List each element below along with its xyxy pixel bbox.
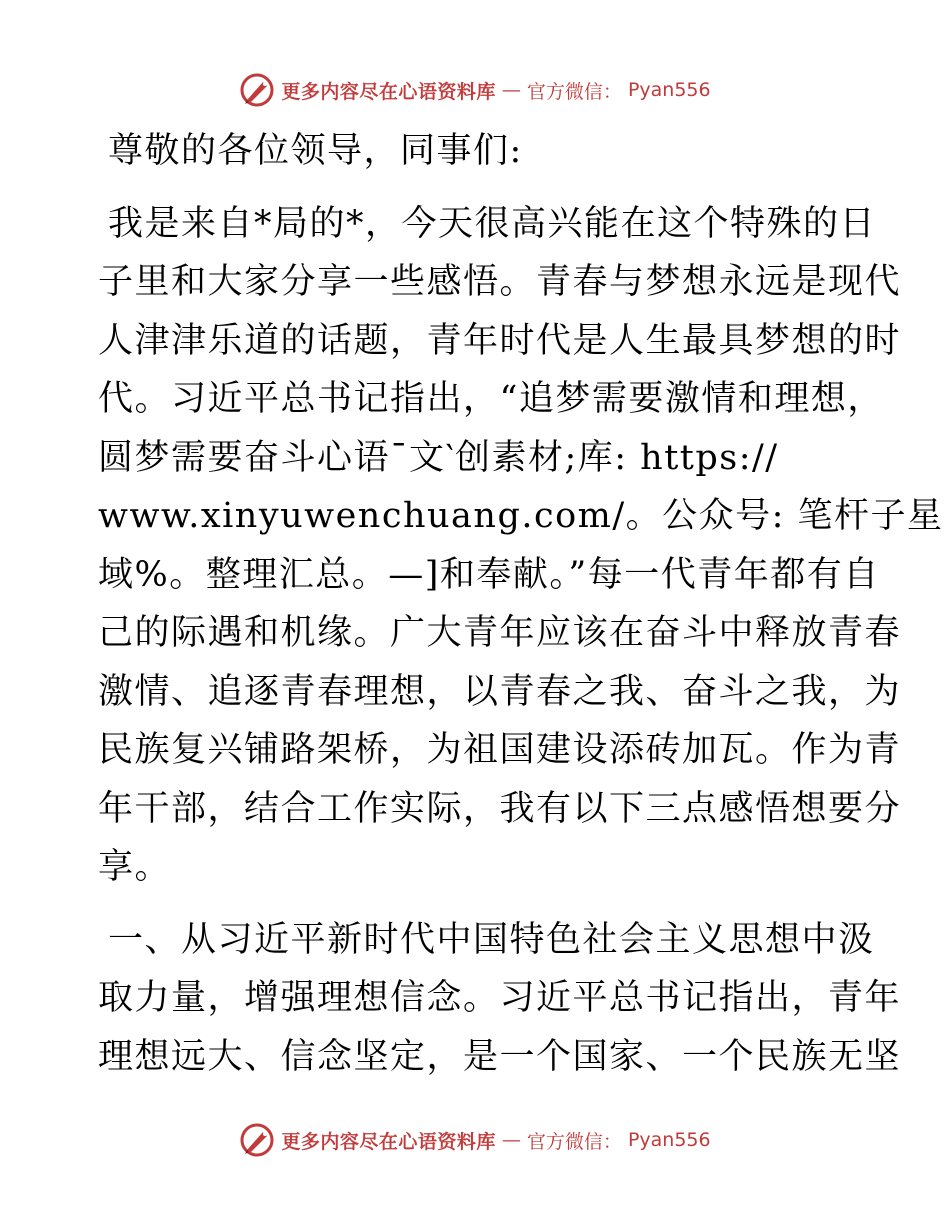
banner-wechat-id: Pyan556: [627, 79, 711, 101]
paragraph-line: 圆梦需要奋斗心语¯文‵创素材;库: https://: [98, 437, 779, 478]
greeting: 尊敬的各位领导，同事们:: [108, 131, 523, 171]
header-watermark-banner: [0, 70, 950, 110]
paragraph-line: 子里和大家分享一些感悟。青春与梦想永远是现代: [98, 262, 902, 302]
paragraph-line: 激情、追逐青春理想，以青春之我、奋斗之我，为: [98, 671, 902, 712]
paragraph-line: www.xinyuwenchuang.com/。公众号: 笔杆子星: [98, 496, 944, 536]
paragraph-line: 我是来自*局的*，今天很高兴能在这个特殊的日: [108, 203, 877, 244]
paragraph-line: 年干部，结合工作实际，我有以下三点感悟想要分: [98, 788, 902, 829]
footer-watermark-banner: [0, 1120, 950, 1160]
paragraph-line: 代。习近平总书记指出，“追梦需要激情和理想，: [98, 379, 884, 419]
paragraph-1: [98, 195, 944, 897]
paragraph-2: [98, 911, 902, 1087]
banner-wechat-id: Pyan556: [627, 1129, 711, 1151]
paragraph-line: 己的际遇和机缘。广大青年应该在奋斗中释放青春: [98, 613, 902, 653]
banner-main-text: 更多内容尽在心语资料库: [281, 80, 496, 103]
banner-main-text: 更多内容尽在心语资料库: [281, 1130, 496, 1153]
pen-logo-icon: [239, 72, 275, 108]
pen-logo-icon: [239, 1122, 275, 1158]
paragraph-line: 域%。整理汇总。—]和奉献。”每一代青年都有自: [98, 554, 880, 595]
document-body: [98, 122, 944, 1100]
banner-dash: —: [501, 1129, 521, 1151]
banner-dash: —: [501, 79, 521, 101]
paragraph-line: 取力量，增强理想信念。习近平总书记指出，青年: [98, 978, 902, 1018]
paragraph-line: 一、从习近平新时代中国特色社会主义思想中汲: [108, 919, 875, 960]
banner-official-label: 官方微信：: [526, 1130, 622, 1153]
banner-official-label: 官方微信：: [526, 80, 622, 103]
paragraph-line: 理想远大、信念坚定，是一个国家、一个民族无坚: [98, 1036, 902, 1077]
paragraph-line: 民族复兴铺路架桥，为祖国建设添砖加瓦。作为青: [98, 730, 902, 770]
paragraph-line: 享。: [98, 847, 172, 887]
paragraph-line: 人津津乐道的话题，青年时代是人生最具梦想的时: [98, 320, 902, 361]
